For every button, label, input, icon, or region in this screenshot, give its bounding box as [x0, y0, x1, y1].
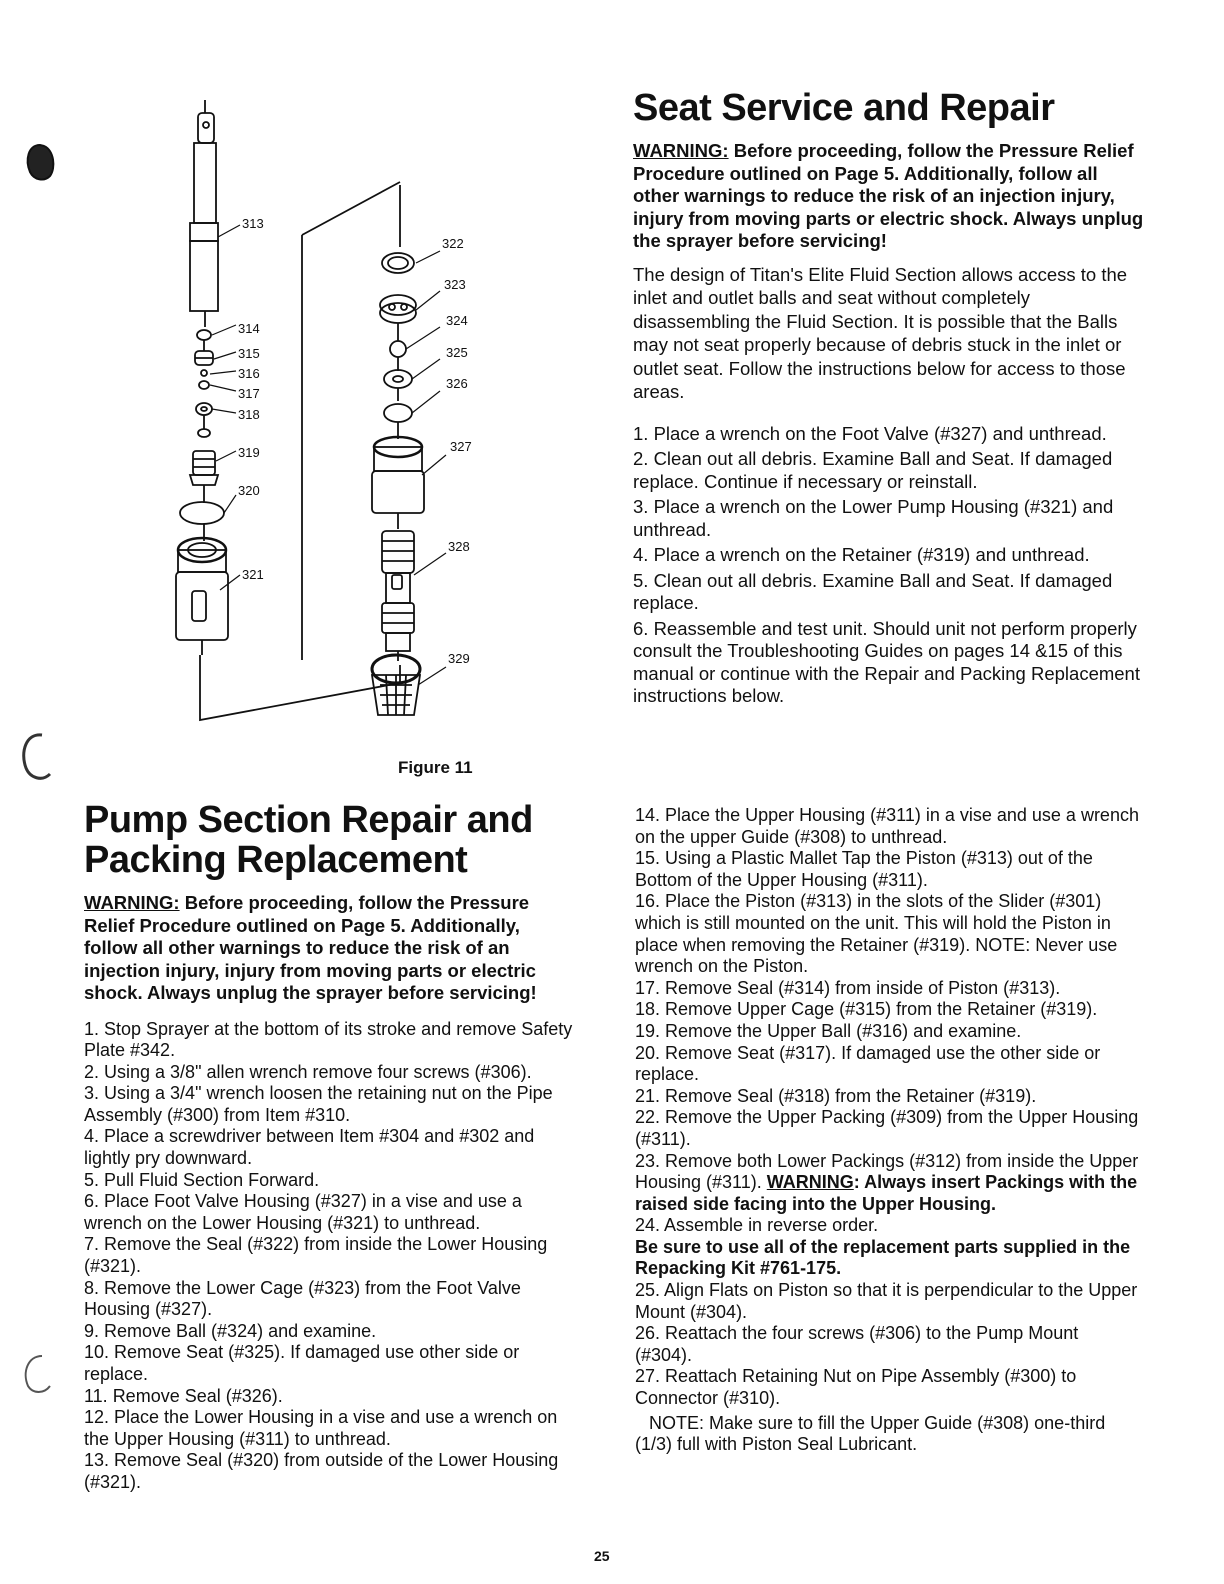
callout-329: 329 — [448, 651, 470, 666]
pump-step: 14. Place the Upper Housing (#311) in a vise and use a wrench on the upper Guide (#308) to unthread. — [635, 805, 1139, 847]
seat-service-title: Seat Service and Repair — [633, 87, 1055, 129]
callout-323: 323 — [444, 277, 466, 292]
lower-cage-323 — [380, 295, 416, 323]
pump-step: 24. Assemble in reverse order. — [635, 1215, 879, 1236]
seal-314 — [197, 330, 211, 340]
callout-316: 316 — [238, 366, 260, 381]
pump-step: 16. Place the Piston (#313) in the slots of the Slider (#301) which is still mounted on the unit. This will hold the Piston in place when removing the Retainer (#319). NOTE: Never use wrench on the Piston. — [635, 891, 1118, 977]
seal-322 — [382, 253, 414, 273]
pump-steps-right — [635, 805, 1140, 1456]
step23-text: 23. Remove both Lower Packings (#312) from inside the Upper Housing (#311). — [635, 1150, 1139, 1193]
seat-step: 4. Place a wrench on the Retainer (#319) and unthread. — [633, 544, 1090, 565]
pump-title-line-2: Packing Replacement — [84, 839, 468, 881]
seat-warning — [633, 140, 1148, 253]
foot-valve-housing-327 — [372, 437, 424, 513]
inlet-screen-329 — [372, 655, 420, 715]
pump-step: 18. Remove Upper Cage (#315) from the Retainer (#319). — [635, 999, 1098, 1020]
callout-317: 317 — [238, 386, 260, 401]
callout-319: 319 — [238, 445, 260, 460]
seal-318 — [196, 403, 212, 415]
pump-section-right — [635, 805, 1140, 1456]
pump-step-23 — [635, 1151, 1140, 1216]
pump-section-left — [84, 800, 584, 1494]
callout-321: 321 — [242, 567, 264, 582]
pump-step: 7. Remove the Seal (#322) from inside the Lower Housing (#321). — [84, 1234, 548, 1277]
seat-warning-text: Before proceeding, follow the Pressure Relief Procedure outlined on Page 5. Additionally, follow all other warnings to reduce the risk of an injection injury, injury from moving parts or electric shock. Always unplug the sprayer before servicing! — [633, 140, 1144, 251]
callout-327: 327 — [450, 439, 472, 454]
callout-324: 324 — [446, 313, 468, 328]
seat-step: 1. Place a wrench on the Foot Valve (#327) and unthread. — [633, 422, 1107, 444]
pump-step: 9. Remove Ball (#324) and examine. — [84, 1320, 377, 1341]
pump-step: 8. Remove the Lower Cage (#323) from the Foot Valve Housing (#327). — [84, 1277, 521, 1320]
pump-step: 15. Using a Plastic Mallet Tap the Piston (#313) out of the Bottom of the Upper Housing (#311). — [635, 848, 1093, 890]
seat-step: 3. Place a wrench on the Lower Pump Housing (#321) and unthread. — [633, 496, 1114, 540]
callout-320: 320 — [238, 483, 260, 498]
retainer-319 — [190, 451, 218, 485]
pump-step: 10. Remove Seat (#325). If damaged use other side or replace. — [84, 1342, 520, 1384]
seal-320 — [180, 502, 224, 524]
pump-step: 4. Place a screwdriver between Item #304 and #302 and lightly pry downward. — [84, 1126, 535, 1169]
pump-step: 22. Remove the Upper Packing (#309) from the Upper Housing (#311). — [635, 1107, 1139, 1149]
binder-hole-marks — [0, 0, 80, 1584]
seat-step: 5. Clean out all debris. Examine Ball and Seat. If damaged replace. — [633, 569, 1113, 613]
pump-step: 21. Remove Seal (#318) from the Retainer (#319). — [635, 1085, 1037, 1106]
pump-step: 3. Using a 3/4" wrench loosen the retaining nut on the Pipe Assembly (#300) from Item #310. — [84, 1083, 553, 1125]
step23-warning-text: : Always insert Packings with the raised side facing into the Upper Housing. — [635, 1172, 1138, 1214]
page-number: 25 — [594, 1548, 610, 1564]
figure-caption: Figure 11 — [398, 758, 473, 777]
lubricant-note: NOTE: Make sure to fill the Upper Guide (#308) one-third (1/3) full with Piston Seal Lubricant. — [635, 1412, 1106, 1455]
lower-housing-321 — [176, 538, 228, 655]
callout-313: 313 — [242, 216, 264, 231]
callout-322: 322 — [442, 236, 464, 251]
callout-314: 314 — [238, 321, 260, 336]
callout-326: 326 — [446, 376, 468, 391]
pump-step: 6. Place Foot Valve Housing (#327) in a vise and use a wrench on the Lower Housing (#321) to unthread. — [84, 1191, 522, 1233]
ball-324 — [390, 341, 406, 357]
pump-step: 25. Align Flats on Piston so that it is perpendicular to the Upper Mount (#304). — [635, 1280, 1138, 1322]
pump-step: 5. Pull Fluid Section Forward. — [84, 1169, 320, 1190]
cage-315 — [195, 351, 213, 365]
ball-316 — [201, 370, 207, 376]
foot-valve-328 — [382, 531, 414, 651]
pump-warning-text: Before proceeding, follow the Pressure Relief Procedure outlined on Page 5. Additionally, follow all other warnings to reduce the risk of an injection injury, injury from moving parts or electric shock. Always unplug the sprayer before servicing! — [84, 892, 537, 1003]
pump-steps-left — [84, 1019, 584, 1494]
pump-step: 20. Remove Seat (#317). If damaged use the other side or replace. — [635, 1042, 1101, 1085]
pump-step: 13. Remove Seal (#320) from outside of the Lower Housing (#321). — [84, 1450, 559, 1492]
seat-steps — [633, 423, 1148, 708]
callout-315: 315 — [238, 346, 260, 361]
callout-328: 328 — [448, 539, 470, 554]
pump-step: 17. Remove Seal (#314) from inside of Piston (#313). — [635, 977, 1061, 998]
seat-intro: The design of Titan's Elite Fluid Section allows access to the inlet and outlet balls and seat without completely disassembling the Fluid Section. It is possible that the Balls may not seat properly because of debris stuck in the inlet or outlet seat. Follow the instructions below for access to those areas. — [633, 263, 1128, 402]
pump-step: 11. Remove Seal (#326). — [84, 1385, 283, 1406]
pump-step: 26. Reattach the four screws (#306) to the Pump Mount (#304). — [635, 1323, 1079, 1365]
pump-step: 12. Place the Lower Housing in a vise and use a wrench on the Upper Housing (#311) to unthread. — [84, 1407, 558, 1449]
pump-title-line-1: Pump Section Repair and — [84, 799, 533, 841]
pump-step: 27. Reattach Retaining Nut on Pipe Assembly (#300) to Connector (#310). — [635, 1366, 1077, 1409]
seat-317 — [199, 381, 209, 389]
piston-313 — [190, 100, 218, 327]
seat-step: 2. Clean out all debris. Examine Ball and Seat. If damaged replace. Continue if necessary or reinstall. — [633, 448, 1113, 492]
seat-step: 6. Reassemble and test unit. Should unit not perform properly consult the Troubleshooting Guides on pages 14 &15 of this manual or continue with the Repair and Packing Replacement instructions below. — [633, 617, 1140, 706]
pump-warning — [84, 892, 562, 1005]
callout-325: 325 — [446, 345, 468, 360]
pump-warning-label: WARNING: — [84, 892, 180, 913]
seat-warning-label: WARNING: — [633, 140, 729, 161]
figure-11-diagram — [160, 95, 500, 735]
seat-325 — [384, 370, 412, 388]
binder-hole-bottom — [26, 1356, 50, 1392]
seal-326 — [384, 404, 412, 422]
seat-service-section — [633, 88, 1148, 708]
pump-step: 19. Remove the Upper Ball (#316) and examine. — [635, 1020, 1022, 1041]
pump-step: 1. Stop Sprayer at the bottom of its stroke and remove Safety Plate #342. — [84, 1018, 573, 1061]
step23-warning-label: WARNING — [766, 1172, 854, 1193]
pump-step: 2. Using a 3/8" allen wrench remove four screws (#306). — [84, 1061, 532, 1082]
pump-section-title — [84, 800, 584, 880]
binder-hole-top — [28, 145, 54, 179]
callout-318: 318 — [238, 407, 260, 422]
repacking-kit-note: Be sure to use all of the replacement parts supplied in the Repacking Kit #761-175. — [635, 1236, 1131, 1279]
binder-hole-middle — [24, 735, 50, 778]
